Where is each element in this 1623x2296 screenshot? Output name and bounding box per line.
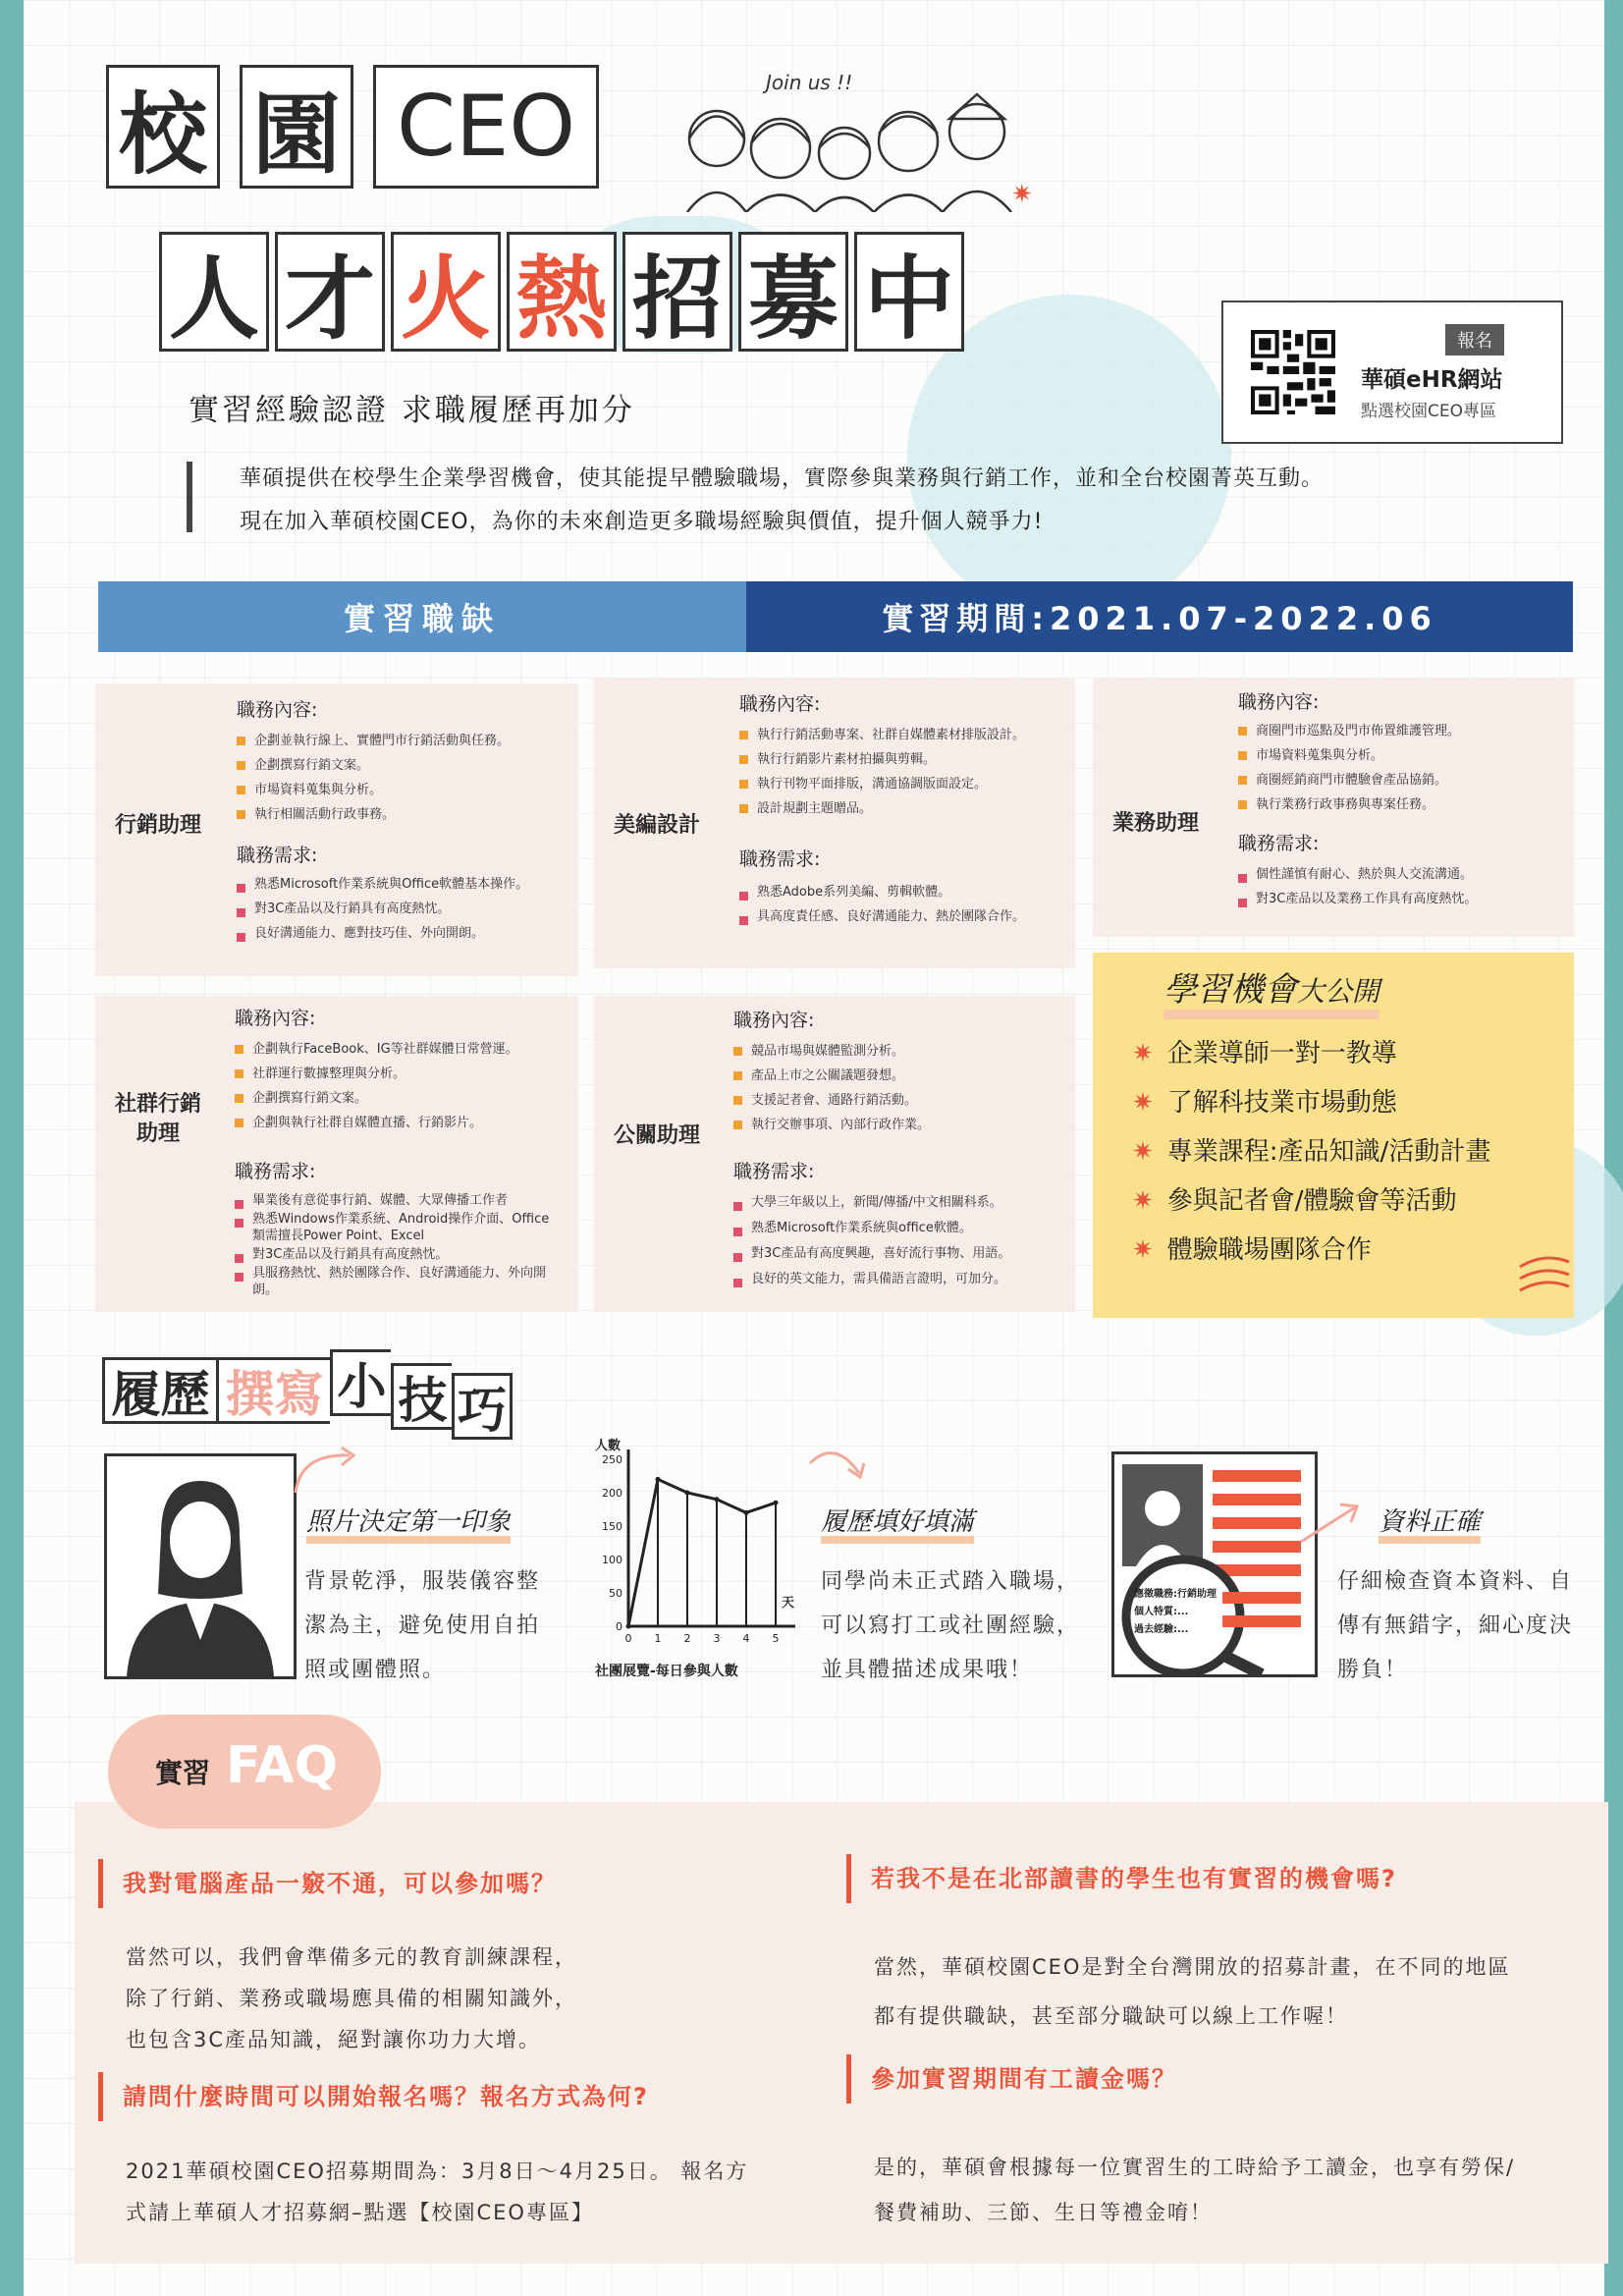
duty-item: 市場資料蒐集與分析。 (237, 778, 510, 802)
signup-site[interactable]: 華碩eHR網站 (1361, 367, 1503, 393)
chart-y-tick: 250 (602, 1453, 622, 1466)
chart-x-tick: 1 (654, 1632, 662, 1645)
req-item: 對3C產品以及行銷具有高度熱忱。 (235, 1246, 559, 1263)
duty-item: 執行刊物平面排版，溝通協調版面設定。 (739, 772, 1025, 796)
signup-box[interactable] (1221, 301, 1563, 444)
tip3-title: 資料正確 (1379, 1508, 1481, 1544)
resume-line: 個人特質:... (1134, 1607, 1189, 1617)
req-item: 對3C產品以及行銷具有高度熱忱。 (237, 901, 541, 917)
duties-label: 職務內容: (739, 693, 821, 715)
headline-char: 募 (738, 232, 848, 352)
duty-item: 市場資料蒐集與分析。 (1238, 743, 1460, 768)
req-item: 具服務熱忱、熱於團隊合作、良好溝通能力、外向開朗。 (235, 1265, 559, 1298)
chart-xlabel: 天 (782, 1596, 795, 1611)
chart-point (744, 1510, 749, 1515)
faq-answer-line: 當然，華碩校園CEO是對全台灣開放的招募計畫，在不同的地區 (874, 1955, 1511, 1979)
banner-vacancies: 實習職缺 (98, 581, 746, 652)
tip1-text (304, 1559, 540, 1692)
join-us-text: Join us !! (766, 71, 853, 94)
duty-item: 商圈門市巡點及門市佈置維護管理。 (1238, 719, 1460, 743)
tip-line: 勝負！ (1337, 1658, 1409, 1682)
duty-item: 企劃撰寫行銷文案。 (237, 753, 510, 778)
chart-point (656, 1477, 661, 1482)
faq-answer-line: 是的，華碩會根據每一位實習生的工時給予工讀金，也享有勞保/ (874, 2156, 1516, 2179)
title-char: 園 (240, 65, 353, 189)
faq-badge-a: 實習 (155, 1757, 211, 1789)
req-item: 具高度責任感、良好溝通能力、熱於團隊合作。 (739, 908, 1063, 925)
resume-illustration (1111, 1451, 1318, 1677)
faq-answer-line: 餐費補助、三節、生日等禮金唷！ (874, 2201, 1213, 2224)
chart-point (626, 1624, 631, 1629)
intro-line: 現在加入華碩校園CEO，為你的未來創造更多職場經驗與價值，提升個人競爭力! (240, 510, 1044, 534)
req-item: 對3C產品以及業務工作具有高度熱忱。 (1238, 891, 1562, 907)
reqs-label: 職務需求: (1238, 833, 1320, 854)
learning-item: ✷ 參與記者會/體驗會等活動 (1132, 1176, 1490, 1226)
tips-title (102, 1357, 513, 1439)
duty-item: 企劃與執行社群自媒體直播、行銷影片。 (235, 1111, 518, 1135)
chart-x-tick: 0 (624, 1632, 632, 1645)
req-item: 熟悉Windows作業系統、Android操作介面、Office類需擅長Power Point、Excel (235, 1211, 559, 1244)
req-item: 良好的英文能力，需具備語言證明，可加分。 (733, 1271, 1067, 1287)
intro-bar (187, 462, 192, 532)
req-item: 個性謹慎有耐心、熱於與人交流溝通。 (1238, 866, 1562, 883)
faq-answer-line: 都有提供職缺，甚至部分職缺可以線上工作喔！ (874, 2004, 1348, 2028)
svg-text:✷: ✷ (1011, 180, 1033, 209)
req-item: 熟悉Microsoft作業系統與Office軟體基本操作。 (237, 876, 541, 893)
faq-answer (126, 2151, 748, 2233)
duty-item: 企劃撰寫行銷文案。 (235, 1086, 518, 1111)
job-card-social (95, 996, 578, 1312)
scribble-icon (1515, 1247, 1574, 1296)
tip-line: 傳有無錯字，細心度決 (1337, 1613, 1574, 1638)
learning-title (1163, 972, 1380, 1019)
signup-hint: 點選校園CEO專區 (1361, 402, 1496, 421)
headline (159, 232, 964, 352)
job-card-design (594, 678, 1075, 968)
faq-answer (874, 1942, 1510, 2041)
people-illustration (658, 55, 1051, 212)
learning-title-b: 大公開 (1297, 975, 1380, 1008)
duties-label: 職務內容: (235, 1008, 316, 1029)
tip-line: 照或團體照。 (304, 1658, 447, 1682)
tip-line: 同學尚未正式踏入職場， (821, 1569, 1081, 1594)
chart-x-tick: 5 (772, 1632, 780, 1645)
job-card-marketing (95, 683, 578, 976)
job-name: 社群行銷助理 (114, 1092, 201, 1146)
req-item: 熟悉Adobe系列美編、剪輯軟體。 (739, 884, 1063, 901)
chart-y-tick: 0 (616, 1620, 622, 1633)
headline-char: 人 (159, 232, 269, 352)
participation-chart (585, 1434, 811, 1699)
duty-item: 企劃執行FaceBook、IG等社群媒體日常營運。 (235, 1037, 518, 1062)
job-name: 公關助理 (613, 1123, 700, 1148)
signup-tag: 報名 (1445, 324, 1504, 355)
faq-answer (126, 1937, 577, 2060)
faq-answer-line: 式請上華碩人才招募網–點選【校園CEO專區】 (126, 2201, 594, 2224)
chart-title: 社團展覽-每日參與人數 (595, 1664, 738, 1679)
faq-question: 請問什麼時間可以開始報名嗎？報名方式為何? (98, 2072, 649, 2121)
learning-item: ✷ 了解科技業市場動態 (1132, 1078, 1490, 1127)
learning-box (1093, 953, 1574, 1318)
job-name: 美編設計 (613, 813, 700, 838)
duty-item: 企劃並執行線上、實體門市行銷活動與任務。 (237, 729, 510, 753)
reqs-label: 職務需求: (235, 1161, 316, 1182)
duty-item: 執行交辦事項、內部行政作業。 (733, 1113, 930, 1137)
tips-char: 技 (391, 1363, 452, 1430)
faq-badge-b: FAQ (226, 1736, 339, 1795)
chart-y-tick: 100 (602, 1554, 622, 1566)
tips-char: 撰 (225, 1365, 275, 1423)
tips-char: 巧 (452, 1373, 513, 1440)
vacancy-banner (98, 581, 1573, 652)
headline-char: 熱 (507, 232, 617, 352)
req-item: 對3C產品有高度興趣，喜好流行事物、用語。 (733, 1245, 1067, 1262)
intro-line: 華碩提供在校學生企業學習機會，使其能提早體驗職場，實際參與業務與行銷工作，並和全台校園菁英互動。 (240, 466, 1325, 491)
job-name: 行銷助理 (114, 813, 201, 838)
learning-item: ✷ 專業課程:產品知識/活動計畫 (1132, 1127, 1490, 1176)
qr-code-icon[interactable] (1251, 330, 1335, 414)
duty-item: 執行行銷影片素材拍攝與剪輯。 (739, 747, 1025, 772)
job-name: 業務助理 (1111, 811, 1199, 836)
duty-item: 執行業務行政事務與專案任務。 (1238, 793, 1460, 817)
faq-answer-line: 2021華碩校園CEO招募期間為：3月8日～4月25日。 報名方 (126, 2159, 749, 2183)
banner-period: 實習期間:2021.07-2022.06 (746, 581, 1573, 652)
tip-line: 可以寫打工或社團經驗， (821, 1613, 1081, 1638)
arrow-icon (291, 1444, 369, 1503)
tip3-text (1337, 1559, 1573, 1692)
headline-char: 才 (275, 232, 385, 352)
tip1-title: 照片決定第一印象 (306, 1508, 511, 1544)
duty-item: 競品市場與媒體監測分析。 (733, 1039, 930, 1064)
chart-ylabel: 人數 (595, 1439, 622, 1453)
faq-badge (108, 1715, 381, 1829)
duty-item: 執行行銷活動專案、社群自媒體素材排版設計。 (739, 723, 1025, 747)
faq-answer-line: 也包含3C產品知識，絕對讓你功力大增。 (126, 2028, 542, 2051)
req-item: 熟悉Microsoft作業系統與office軟體。 (733, 1220, 1067, 1236)
intro-text (240, 458, 1324, 544)
tips-char: 履 (111, 1365, 161, 1423)
duties-label: 職務內容: (1238, 691, 1320, 713)
chart-x-tick: 2 (683, 1632, 691, 1645)
duties-label: 職務內容: (733, 1010, 815, 1031)
chart-y-tick: 50 (609, 1587, 622, 1600)
duty-item: 社群運行數據整理與分析。 (235, 1062, 518, 1086)
learning-item: ✷ 體驗職場團隊合作 (1132, 1226, 1490, 1275)
reqs-label: 職務需求: (733, 1161, 815, 1182)
learning-title-a: 學習機會 (1163, 970, 1297, 1010)
tip-line: 仔細檢查資本資料、自 (1337, 1569, 1574, 1594)
arrow-icon (1296, 1493, 1375, 1552)
headline-char: 中 (854, 232, 964, 352)
req-item: 良好溝通能力、應對技巧佳、外向開朗。 (237, 925, 541, 942)
headline-char: 火 (391, 232, 501, 352)
subtitle: 實習經驗認證 求職履歷再加分 (189, 393, 635, 428)
tips-char: 小 (330, 1349, 391, 1416)
duties-label: 職務內容: (237, 699, 318, 721)
chart-x-tick: 4 (742, 1632, 750, 1645)
tip2-text (821, 1559, 1080, 1692)
resume-line: 應徵職務:行銷助理 (1134, 1589, 1217, 1600)
chart-y-tick: 200 (602, 1487, 622, 1500)
job-card-sales (1093, 678, 1574, 937)
title-char: 校 (106, 65, 220, 189)
faq-answer-line: 除了行銷、業務或職場應具備的相關知識外， (126, 1987, 577, 2010)
tip-line: 背景乾淨，服裝儀容整 (304, 1569, 541, 1594)
tips-char: 寫 (274, 1365, 324, 1423)
faq-question: 若我不是在北部讀書的學生也有實習的機會嗎? (846, 1854, 1397, 1903)
chart-x-tick: 3 (713, 1632, 721, 1645)
faq-question: 我對電腦產品一竅不通，可以參加嗎？ (98, 1859, 557, 1908)
duty-item: 設計規劃主題贈品。 (739, 796, 1025, 821)
chart-point (774, 1501, 779, 1505)
avatar-photo (104, 1453, 297, 1679)
chart-series-line (628, 1479, 776, 1626)
resume-line: 過去經驗:... (1134, 1624, 1189, 1635)
headline-char: 招 (622, 232, 732, 352)
faq-answer-line: 當然可以，我們會準備多元的教育訓練課程， (126, 1945, 577, 1969)
job-card-pr (594, 996, 1075, 1312)
arrow-icon (805, 1444, 884, 1503)
resume-lines (1134, 1586, 1217, 1639)
req-item: 畢業後有意從事行銷、媒體、大眾傳播工作者 (235, 1192, 559, 1209)
title-ceo: CEO (373, 65, 599, 189)
duty-item: 商圈經銷商門市體驗會產品協銷。 (1238, 768, 1460, 793)
req-item: 大學三年級以上，新聞/傳播/中文相關科系。 (733, 1194, 1067, 1211)
chart-y-tick: 150 (602, 1520, 622, 1533)
learning-item: ✷ 企業導師一對一教導 (1132, 1029, 1490, 1078)
duty-item: 執行相關活動行政事務。 (237, 802, 510, 827)
faq-question: 參加實習期間有工讀金嗎？ (846, 2054, 1177, 2104)
duty-item: 產品上市之公關議題發想。 (733, 1064, 930, 1088)
chart-point (715, 1497, 720, 1502)
tip2-title: 履歷填好填滿 (821, 1508, 974, 1544)
tip-line: 潔為主，避免使用自拍 (304, 1613, 541, 1638)
chart-point (685, 1491, 690, 1496)
reqs-label: 職務需求: (739, 848, 821, 870)
tip-line: 並具體描述成果哦！ (821, 1658, 1034, 1682)
duty-item: 支援記者會、通路行銷活動。 (733, 1088, 930, 1113)
faq-answer (874, 2145, 1515, 2235)
tips-char: 歷 (160, 1365, 210, 1423)
reqs-label: 職務需求: (237, 845, 318, 866)
